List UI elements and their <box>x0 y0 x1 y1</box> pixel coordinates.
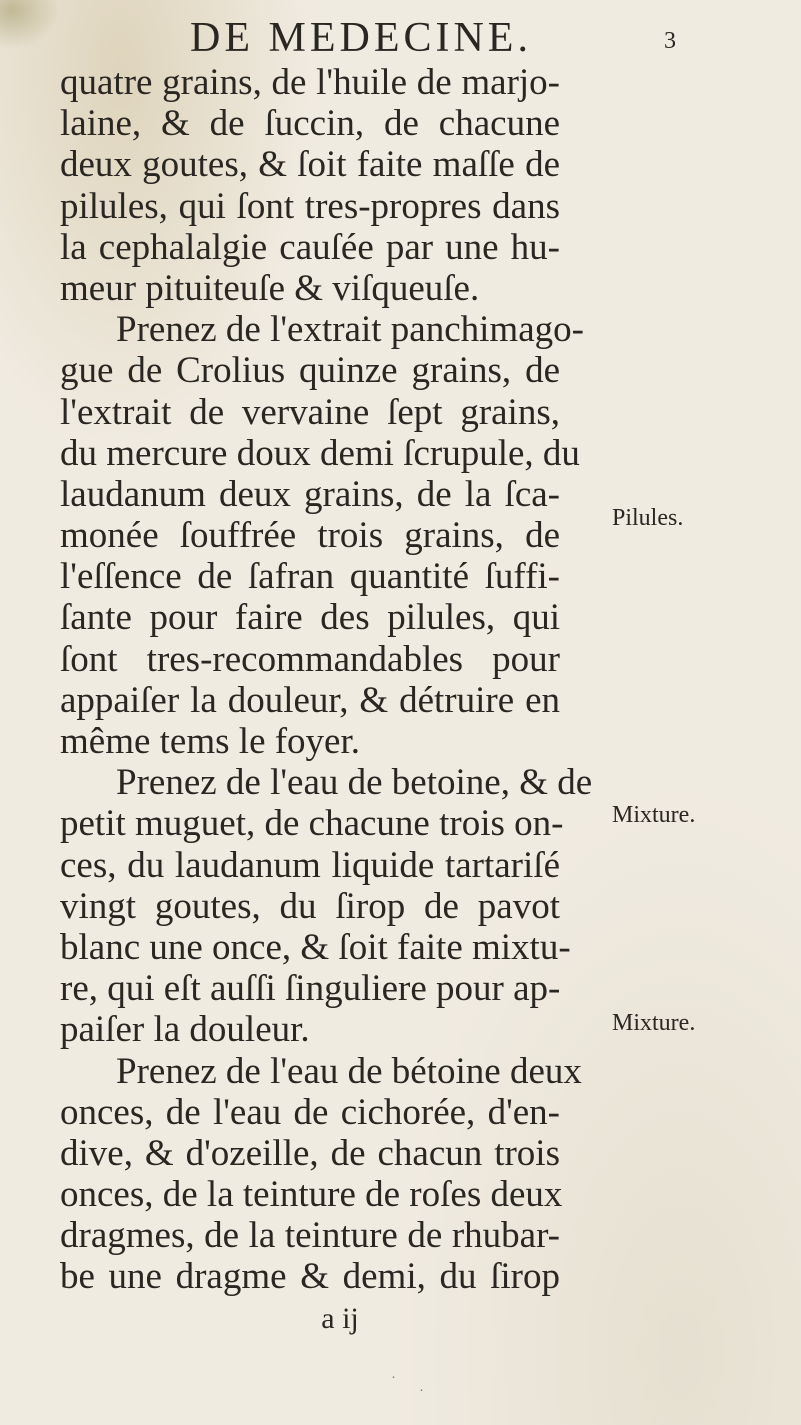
page-number: 3 <box>664 28 676 54</box>
text-line: quatre grains, de l'huile de marjo- <box>60 62 560 103</box>
text-line: Prenez de l'extrait panchimago- <box>116 309 584 351</box>
text-line: vingt goutes, du ſirop de pavot <box>60 885 560 927</box>
text-line: ces, du laudanum liquide tartariſé <box>60 844 560 886</box>
text-line: onces, de l'eau de cichorée, d'en- <box>60 1091 560 1133</box>
text-line: ſante pour faire des pilules, qui <box>60 597 560 639</box>
text-line: l'extrait de vervaine ſept grains, <box>60 391 560 433</box>
body-text <box>60 62 593 1339</box>
ink-speck: ˙ <box>390 1375 397 1391</box>
text-line: la cephalalgie cauſée par une hu- <box>60 226 560 268</box>
text-line: du mercure doux demi ſcrupule, du <box>60 432 580 474</box>
text-line: meur pituiteuſe & viſqueuſe. <box>60 267 480 309</box>
corner-stain <box>0 0 60 50</box>
text-line: Prenez de l'eau de bétoine deux <box>116 1050 582 1092</box>
margin-note-mixture: Mixture. <box>612 802 696 828</box>
text-line: onces, de la teinture de roſes deux <box>60 1174 563 1216</box>
text-line: gue de Crolius quinze grains, de <box>60 350 560 392</box>
text-line: monée ſouffrée trois grains, de <box>60 515 560 557</box>
text-line: Prenez de l'eau de betoine, & de <box>116 762 593 804</box>
ink-speck: ˙ <box>418 1388 425 1404</box>
text-line: laine, & de ſuccin, de chacune <box>60 103 560 145</box>
text-line: pilules, qui ſont tres-propres dans <box>60 185 560 227</box>
text-line: deux goutes, & ſoit faite maſſe de <box>60 144 560 186</box>
text-line: laudanum deux grains, de la ſca- <box>60 473 560 515</box>
margin-note-pilules: Pilules. <box>612 505 684 531</box>
running-head: DE MEDECINE. <box>190 15 532 61</box>
text-line: re, qui eſt auſſi ſinguliere pour ap- <box>60 968 561 1010</box>
text-line: paiſer la douleur. <box>60 1009 310 1051</box>
text-line: dive, & d'ozeille, de chacun trois <box>60 1132 560 1174</box>
text-line: blanc une once, & ſoit faite mixtu- <box>60 926 571 968</box>
text-line: même tems le foyer. <box>60 721 361 762</box>
text-line: appaiſer la douleur, & détruire en <box>60 679 560 721</box>
margin-note-mixture: Mixture. <box>612 1010 696 1036</box>
text-line: be une dragme & demi, du ſirop <box>60 1256 560 1298</box>
catchword: a ij <box>321 1301 359 1335</box>
text-line: dragmes, de la teinture de rhubar- <box>60 1215 560 1257</box>
text-line: petit muguet, de chacune trois on- <box>60 803 564 845</box>
text-line: l'eſſence de ſafran quantité ſuffi- <box>60 556 560 598</box>
text-line: ſont tres-recommandables pour <box>60 638 560 680</box>
